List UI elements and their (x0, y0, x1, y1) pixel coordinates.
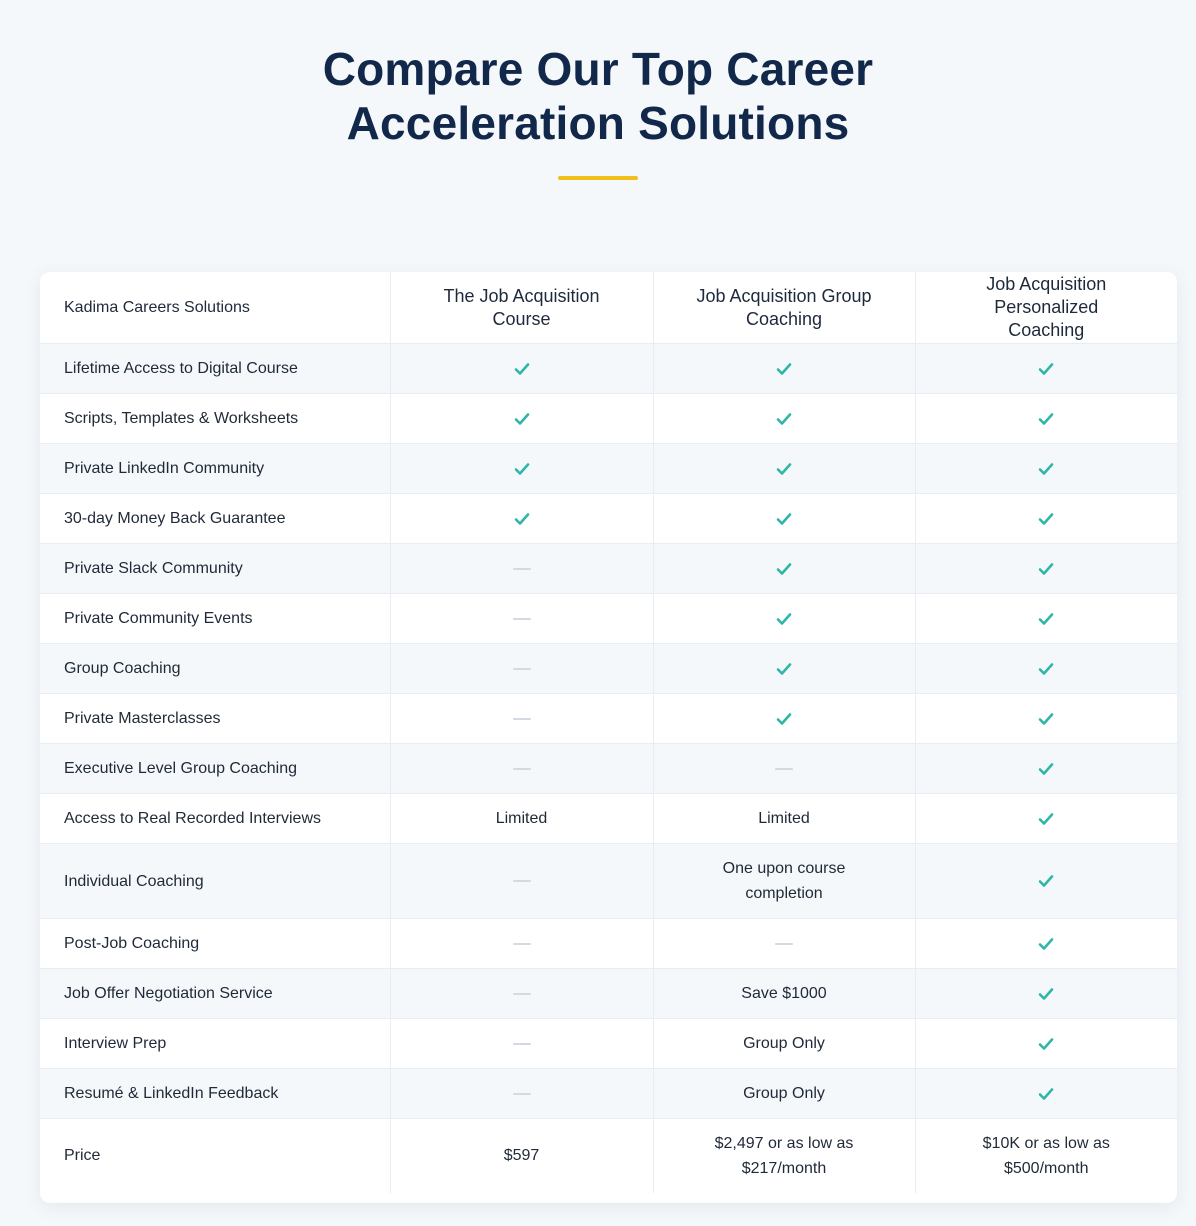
feature-cell (390, 694, 653, 744)
cell-text: $2,497 or as low as $217/month (714, 1134, 854, 1177)
feature-cell (915, 744, 1177, 794)
cell-text: Limited (758, 810, 810, 827)
feature-cell (390, 919, 653, 969)
feature-cell (915, 494, 1177, 544)
feature-cell (915, 1069, 1177, 1119)
dash-icon (513, 943, 531, 945)
feature-label: Scripts, Templates & Worksheets (40, 394, 390, 444)
check-icon (514, 460, 530, 477)
feature-cell (653, 844, 915, 919)
table-row (40, 344, 1177, 394)
feature-cell (653, 744, 915, 794)
dash-icon (513, 880, 531, 882)
cell-text: Save $1000 (741, 985, 827, 1002)
dash-icon (513, 1093, 531, 1095)
check-icon (514, 410, 530, 427)
feature-cell (915, 919, 1177, 969)
check-icon (1038, 810, 1054, 827)
check-icon (776, 660, 792, 677)
check-icon (1038, 510, 1054, 527)
feature-label: Interview Prep (40, 1019, 390, 1069)
feature-cell (915, 969, 1177, 1019)
header-group-coaching (653, 272, 915, 344)
feature-cell (915, 344, 1177, 394)
feature-cell (390, 1119, 653, 1193)
table-row (40, 794, 1177, 844)
check-icon (776, 510, 792, 527)
check-icon (776, 560, 792, 577)
feature-cell (915, 394, 1177, 444)
check-icon (1038, 410, 1054, 427)
feature-cell (390, 544, 653, 594)
feature-label: Resumé & LinkedIn Feedback (40, 1069, 390, 1119)
check-icon (1038, 985, 1054, 1002)
feature-cell (915, 444, 1177, 494)
comparison-table (40, 272, 1177, 1193)
header-course-label: The Job Acquisition Course (443, 285, 600, 329)
feature-label: Private Masterclasses (40, 694, 390, 744)
check-icon (1038, 710, 1054, 727)
table-row (40, 1069, 1177, 1119)
check-icon (776, 460, 792, 477)
feature-cell (653, 1019, 915, 1069)
check-icon (1038, 560, 1054, 577)
check-icon (776, 410, 792, 427)
feature-label: Price (64, 1147, 101, 1165)
feature-cell (653, 1119, 915, 1193)
page-title: Compare Our Top Career Acceleration Solutions (322, 43, 874, 149)
feature-cell (390, 794, 653, 844)
table-row (40, 594, 1177, 644)
feature-label: Lifetime Access to Digital Course (40, 344, 390, 394)
table-row (40, 1019, 1177, 1069)
feature-label: Executive Level Group Coaching (40, 744, 390, 794)
cell-text: One upon course completion (722, 860, 846, 902)
feature-cell (390, 344, 653, 394)
hero-section (0, 0, 1196, 180)
feature-cell (653, 544, 915, 594)
feature-cell (653, 394, 915, 444)
feature-cell (653, 794, 915, 844)
feature-label: Group Coaching (40, 644, 390, 694)
table-row (40, 394, 1177, 444)
feature-label: Individual Coaching (40, 844, 390, 919)
feature-cell (390, 644, 653, 694)
table-row (40, 494, 1177, 544)
dash-icon (513, 568, 531, 570)
feature-cell (390, 494, 653, 544)
table-row (40, 969, 1177, 1019)
table-row (40, 744, 1177, 794)
feature-label: Private Slack Community (40, 544, 390, 594)
header-personalized-coaching-label: Job Acquisition Personalized Coaching (986, 274, 1107, 340)
feature-cell (390, 394, 653, 444)
table-row (40, 694, 1177, 744)
feature-cell (653, 919, 915, 969)
cell-text: $597 (503, 1147, 540, 1165)
feature-cell (915, 694, 1177, 744)
feature-label: Access to Real Recorded Interviews (40, 794, 390, 844)
feature-cell (653, 444, 915, 494)
feature-label: Private Community Events (40, 594, 390, 644)
check-icon (776, 360, 792, 377)
dash-icon (513, 993, 531, 995)
comparison-table-card (40, 272, 1177, 1203)
dash-icon (775, 943, 793, 945)
header-personalized-coaching (915, 272, 1177, 344)
dash-icon (513, 1043, 531, 1045)
feature-label: Private LinkedIn Community (40, 444, 390, 494)
feature-cell (653, 1069, 915, 1119)
check-icon (1038, 935, 1054, 952)
feature-cell (915, 544, 1177, 594)
feature-label: 30-day Money Back Guarantee (40, 494, 390, 544)
feature-cell (390, 744, 653, 794)
header-solutions: Kadima Careers Solutions (40, 272, 390, 344)
table-row (40, 644, 1177, 694)
title-underline (558, 176, 638, 180)
check-icon (1038, 610, 1054, 627)
check-icon (514, 510, 530, 527)
check-icon (1038, 360, 1054, 377)
table-row (40, 544, 1177, 594)
feature-cell (653, 969, 915, 1019)
check-icon (1038, 1035, 1054, 1052)
feature-cell (390, 1069, 653, 1119)
check-icon (1038, 873, 1054, 890)
cell-text: Group Only (743, 1035, 825, 1052)
table-row (40, 844, 1177, 919)
feature-cell (915, 594, 1177, 644)
feature-cell (390, 444, 653, 494)
cell-text: $10K or as low as $500/month (982, 1134, 1110, 1177)
feature-cell (390, 594, 653, 644)
header-course (390, 272, 653, 344)
check-icon (776, 610, 792, 627)
feature-cell (653, 694, 915, 744)
check-icon (1038, 660, 1054, 677)
table-row (40, 919, 1177, 969)
cell-text: Group Only (743, 1085, 825, 1102)
feature-cell (653, 344, 915, 394)
check-icon (1038, 460, 1054, 477)
check-icon (776, 710, 792, 727)
feature-cell (915, 844, 1177, 919)
check-icon (1038, 1085, 1054, 1102)
dash-icon (513, 718, 531, 720)
feature-cell (390, 1019, 653, 1069)
feature-cell (653, 594, 915, 644)
feature-cell (915, 794, 1177, 844)
feature-cell (653, 644, 915, 694)
feature-cell (653, 494, 915, 544)
feature-cell (390, 844, 653, 919)
dash-icon (513, 768, 531, 770)
dash-icon (513, 668, 531, 670)
table-header-row (40, 272, 1177, 344)
cell-text: Limited (495, 810, 548, 827)
feature-label: Job Offer Negotiation Service (40, 969, 390, 1019)
check-icon (514, 360, 530, 377)
table-row (40, 444, 1177, 494)
feature-cell (915, 1019, 1177, 1069)
feature-cell (390, 969, 653, 1019)
dash-icon (775, 768, 793, 770)
header-group-coaching-label: Job Acquisition Group Coaching (696, 285, 872, 329)
check-icon (1038, 760, 1054, 777)
feature-cell (915, 1119, 1177, 1193)
table-row (40, 1119, 1177, 1193)
feature-label: Post-Job Coaching (40, 919, 390, 969)
feature-cell (915, 644, 1177, 694)
dash-icon (513, 618, 531, 620)
